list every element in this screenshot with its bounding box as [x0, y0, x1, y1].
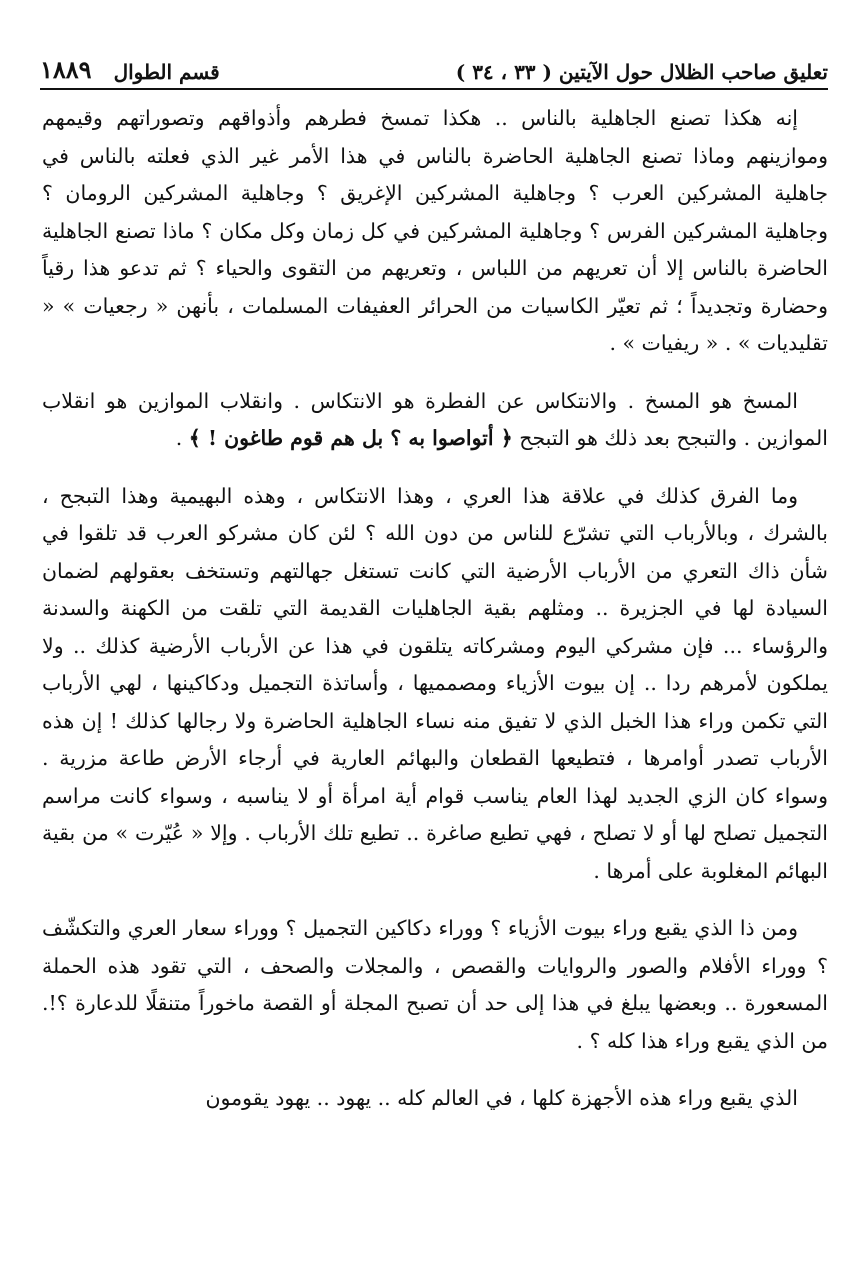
- text-run: الذي يقبع وراء هذه الأجهزة كلها ، في العالم كله .. يهود .. يهود يقومون: [205, 1086, 798, 1110]
- body-text: [42, 100, 828, 1138]
- paragraph: [42, 478, 828, 891]
- text-run: ومن ذا الذي يقبع وراء بيوت الأزياء ؟ ووراء دكاكين التجميل ؟ ووراء سعار العري والتكشّف ؟ ووراء الأفلام والصور والروايات والقصص ، والمجلات والصحف ، التي تقود هذه الحملة المسعورة .. وبعضها يبلغ في هذا إلى حد أن تصبح المجلة أو القصة ماخوراً متنقلًا للدعارة ؟!. من الذي يقبع وراء هذا كله ؟ .: [42, 916, 828, 1053]
- text-run: المسخ هو المسخ . والانتكاس عن الفطرة هو الانتكاس . وانقلاب الموازين هو انقلاب الموازين . والتبجح بعد ذلك هو التبجح: [42, 388, 828, 450]
- paragraph: [42, 383, 828, 458]
- paragraph: [42, 910, 828, 1060]
- page-number: ١٨٨٩: [40, 55, 92, 84]
- text-run: وما الفرق كذلك في علاقة هذا العري ، وهذا الانتكاس ، وهذه البهيمية وهذا التبجح ، بالشرك ، وبالأرباب التي تشرّع للناس من دون الله ؟ لئن كان مشركو العرب قد تلقوا في شأن ذاك التعري من الأرباب الأرضية التي كانت تستغل جهالتهم وتستخف بعقولهم لضمان السيادة لها في الجزيرة .. ومثلهم بقية الجاهليات القديمة التي تلقت من الكهنة والسدنة والرؤساء ... فإن مشركي اليوم ومشركاته يتلقون في هذا عن الأرباب الأرضية كذلك .. ولا يملكون لأمرهم ردا .. إن بيوت الأزياء ومصمميها ، وأساتذة التجميل ودكاكينها ، لهي الأرباب التي تكمن وراء هذا الخبل الذي لا تفيق منه نساء الجاهلية الحاضرة ولا رجالها كذلك ! إن هذه الأرباب تصدر أوامرها ، فتطيعها القطعان والبهائم العارية في أرجاء الأرض طاعة مزرية . وسواء كان الزي الجديد لهذا العام يناسب قوام أية امرأة أو لا يناسبه ، وسواء كانت مراسم التجميل تصلح لها أو لا تصلح ، فهي تطيع صاغرة .. تطيع تلك الأرباب . وإلا « عُيّرت » من بقية البهائم المغلوبة على أمرها .: [42, 483, 828, 883]
- text-run: إنه هكذا تصنع الجاهلية بالناس .. هكذا تمسخ فطرهم وأذواقهم وتصوراتهم وقيمهم وموازينهم وماذا تصنع الجاهلية الحاضرة بالناس في هذا الأمر غير الذي فعلته بالناس في جاهلية المشركين العرب ؟ وجاهلية المشركين الإغريق ؟ وجاهلية المشركين الرومان ؟ وجاهلية المشركين الفرس ؟ وجاهلية المشركين في كل زمان وكل مكان ؟ ماذا تصنع الجاهلية الحاضرة بالناس إلا أن تعريهم من اللباس ، وتعريهم من التقوى والحياء ؟ ثم تدعو هذا رقياً وحضارة وتجديداً ؛ ثم تعيّر الكاسيات من الحرائر العفيفات المسلمات ، بأنهن « رجعيات » « تقليديات » . « ريفيات » .: [42, 106, 828, 355]
- quran-quote: ﴿ أتواصوا به ؟ بل هم قوم طاغون ! ﴾: [188, 426, 513, 450]
- text-run: .: [175, 426, 189, 450]
- running-title: تعليق صاحب الظلال حول الآيتين ( ٣٣ ، ٣٤ ): [455, 60, 828, 84]
- paragraph: [42, 1080, 828, 1118]
- header-left-group: [40, 55, 220, 84]
- section-name: قسم الطوال: [113, 60, 220, 84]
- running-header: [40, 50, 828, 90]
- paragraph: [42, 100, 828, 363]
